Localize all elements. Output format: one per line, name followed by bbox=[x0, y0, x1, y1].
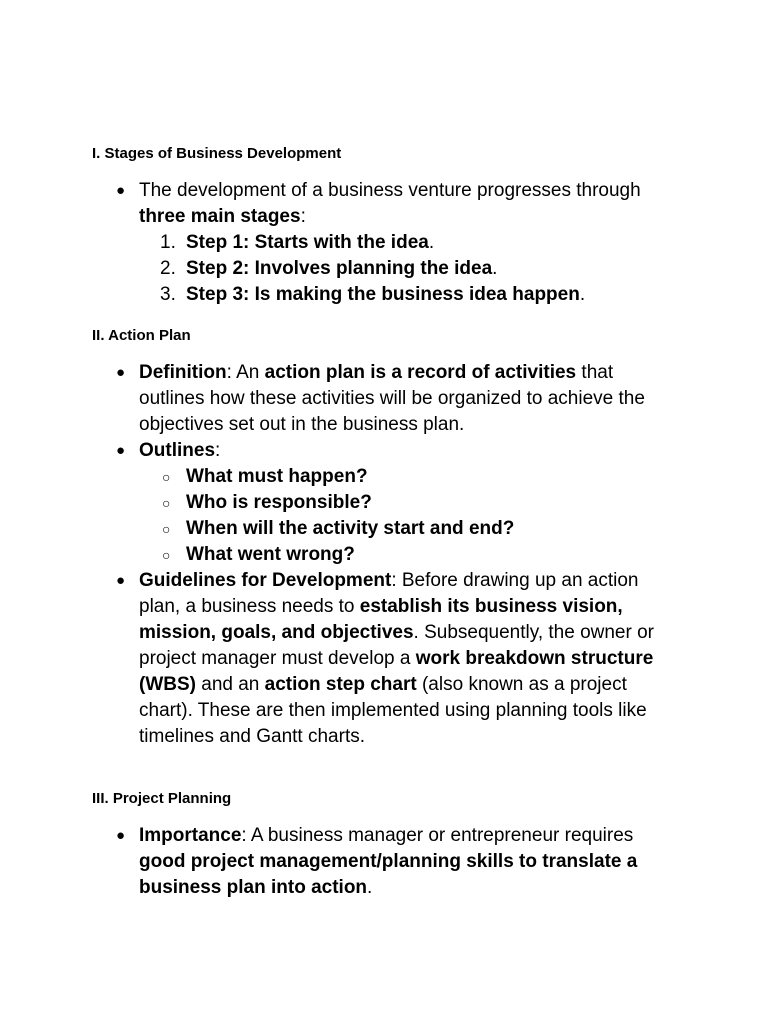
step-tail: . bbox=[428, 232, 435, 253]
bullet-icon: ● bbox=[116, 182, 126, 199]
sub-bullet-text: What went wrong? bbox=[186, 544, 355, 565]
bullet-item-importance bbox=[0, 823, 669, 901]
list-number: 1. bbox=[160, 232, 176, 253]
bullet-icon: ● bbox=[116, 364, 126, 381]
sub-bullet-item bbox=[0, 516, 686, 542]
step-tail: . bbox=[579, 284, 586, 305]
numbered-item-step-3 bbox=[0, 282, 686, 308]
bullet-text: : An bbox=[226, 362, 265, 383]
numbered-item-step-2 bbox=[0, 256, 686, 282]
list-number: 3. bbox=[160, 284, 176, 305]
sub-bullet-text: What must happen? bbox=[186, 466, 368, 487]
sub-bullet-item bbox=[0, 542, 686, 568]
bullet-text: and an bbox=[195, 674, 265, 695]
sub-bullet-text: Who is responsible? bbox=[186, 492, 372, 513]
bullet-bold-text: good project management/planning skills to translate a business plan into action bbox=[139, 851, 638, 898]
bullet-item-outlines bbox=[0, 438, 669, 464]
bullet-icon: ● bbox=[116, 572, 126, 589]
bullet-bold-text: work breakdown structure (WBS) bbox=[139, 648, 654, 695]
sub-bullet-item bbox=[0, 490, 686, 516]
bullet-icon: ● bbox=[116, 442, 126, 459]
bullet-icon: ● bbox=[116, 827, 126, 844]
bullet-bold-text: action plan is a record of activities bbox=[264, 362, 577, 383]
hollow-bullet-icon: ○ bbox=[162, 495, 171, 511]
sub-bullet-item bbox=[0, 464, 686, 490]
section-heading-action-plan: II. Action Plan bbox=[92, 327, 191, 344]
bullet-item-definition bbox=[0, 360, 669, 438]
section-heading-project-planning: III. Project Planning bbox=[92, 790, 232, 807]
hollow-bullet-icon: ○ bbox=[162, 547, 171, 563]
bullet-bold-text: action step chart bbox=[264, 674, 417, 695]
step-bold-text: Step 2: Involves planning the idea bbox=[186, 258, 493, 279]
bullet-text: : Before drawing up an action plan, a business needs to bbox=[139, 570, 639, 617]
section-heading-stages: I. Stages of Business Development bbox=[92, 145, 342, 162]
bullet-bold-text: Definition bbox=[139, 362, 227, 383]
section-body-stages bbox=[0, 178, 768, 308]
bullet-text: : A business manager or entrepreneur requires bbox=[241, 825, 634, 846]
step-tail: . bbox=[492, 258, 498, 279]
hollow-bullet-icon: ○ bbox=[162, 521, 171, 537]
bullet-bold-text: Importance bbox=[139, 825, 242, 846]
bullet-item-guidelines bbox=[0, 568, 669, 750]
step-bold-text: Step 1: Starts with the idea bbox=[186, 232, 429, 253]
section-body-action-plan bbox=[0, 360, 768, 750]
sub-bullet-text: When will the activity start and end? bbox=[186, 518, 515, 539]
bullet-bold-text: establish its business vision, mission, goals, and objectives bbox=[139, 596, 623, 643]
numbered-item-step-1 bbox=[0, 230, 686, 256]
bullet-item-stages-intro bbox=[0, 178, 669, 230]
bullet-bold-text: Guidelines for Development bbox=[139, 570, 392, 591]
section-body-project-planning bbox=[0, 823, 768, 901]
bullet-bold-text: Outlines bbox=[139, 440, 216, 461]
step-bold-text: Step 3: Is making the business idea happen bbox=[186, 284, 580, 305]
bullet-bold-text: three main stages bbox=[139, 206, 301, 227]
bullet-text: : bbox=[215, 440, 221, 461]
list-number: 2. bbox=[160, 258, 176, 279]
bullet-text: . Subsequently, the owner or project manager must develop a bbox=[139, 622, 654, 669]
bullet-text: : bbox=[300, 206, 306, 227]
bullet-text: . bbox=[367, 877, 373, 898]
hollow-bullet-icon: ○ bbox=[162, 469, 171, 485]
bullet-text: that outlines how these activities will be organized to achieve the objectives set out in the business plan. bbox=[139, 362, 645, 435]
bullet-text: (also known as a project chart). These are then implemented using planning tools like timelines and Gantt charts. bbox=[139, 674, 647, 747]
bullet-text: The development of a business venture progresses through bbox=[139, 180, 641, 201]
